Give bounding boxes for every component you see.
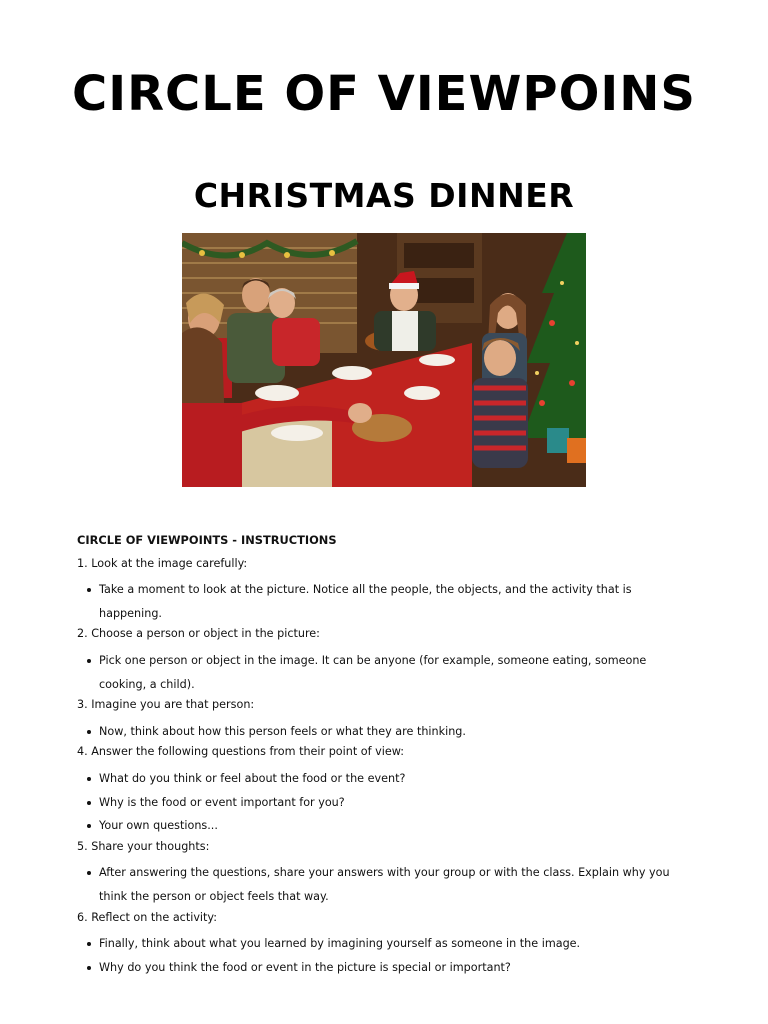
step-5-label: 5. Share your thoughts: <box>77 839 210 853</box>
step-5-bullets <box>77 861 697 908</box>
step-3-label: 3. Imagine you are that person: <box>77 698 255 712</box>
step-4-bullets <box>77 767 697 838</box>
step-1-label: 1. Look at the image carefully: <box>77 556 248 570</box>
step-6-bullets <box>77 932 697 979</box>
family-christmas-dinner-photo <box>182 233 586 487</box>
step-2-label: 2. Choose a person or object in the picture: <box>77 627 320 641</box>
list-item: Why do you think the food or event in the picture is special or important? <box>99 956 697 980</box>
step-3-bullets <box>77 720 697 744</box>
instructions <box>77 531 697 979</box>
step-2-bullets <box>77 649 697 696</box>
list-item: Finally, think about what you learned by imagining yourself as someone in the image. <box>99 932 697 956</box>
list-item: What do you think or feel about the food or the event? <box>99 767 697 791</box>
instructions-heading: CIRCLE OF VIEWPOINTS - INSTRUCTIONS <box>77 533 337 547</box>
step-6-label: 6. Reflect on the activity: <box>77 910 218 924</box>
page-title: CIRCLE OF VIEWPOINS <box>72 66 696 122</box>
page-subtitle: CHRISTMAS DINNER <box>193 176 575 215</box>
list-item: After answering the questions, share your answers with your group or with the class. Explain why you think the person or object feels that way. <box>99 861 697 908</box>
list-item: Take a moment to look at the picture. Notice all the people, the objects, and the activity that is happening. <box>99 578 697 625</box>
step-4-label: 4. Answer the following questions from their point of view: <box>77 745 405 759</box>
step-1-bullets <box>77 578 697 625</box>
list-item: Now, think about how this person feels or what they are thinking. <box>99 720 697 744</box>
list-item: Pick one person or object in the image. It can be anyone (for example, someone eating, someone cooking, a child). <box>99 649 697 696</box>
list-item: Your own questions... <box>99 814 697 838</box>
list-item: Why is the food or event important for you? <box>99 791 697 815</box>
